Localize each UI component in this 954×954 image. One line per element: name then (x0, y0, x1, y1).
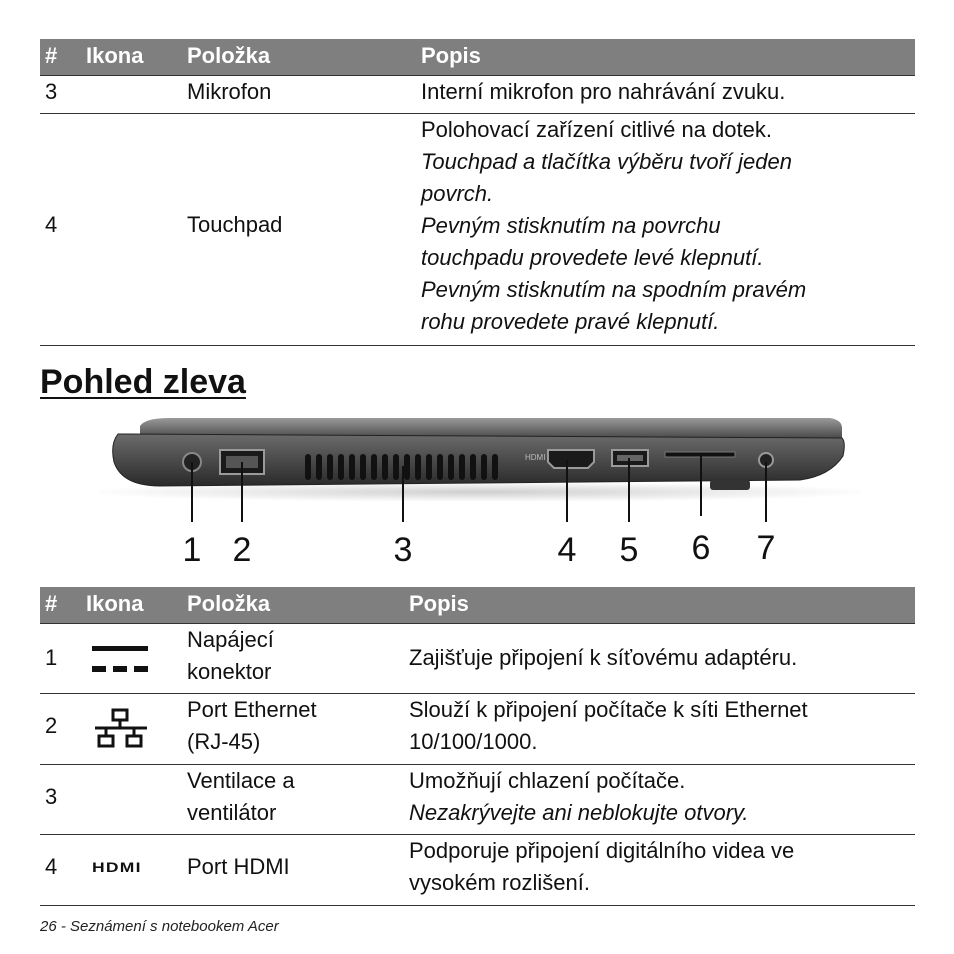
row-item (187, 765, 295, 829)
col-icon: Ikona (86, 43, 144, 68)
page-footer: 26 - Seznámení s notebookem Acer (40, 918, 279, 935)
ethernet-icon (93, 708, 149, 752)
row-desc: Zajišťuje připojení k síťovému adaptéru. (409, 645, 798, 670)
row-desc: Interní mikrofon pro nahrávání zvuku. (421, 79, 786, 104)
item-line: konektor (187, 659, 272, 684)
row-num: 2 (45, 713, 58, 738)
row-num: 4 (45, 854, 58, 879)
desc-line: Slouží k připojení počítače k síti Ethernet (409, 697, 808, 722)
desc-line: Podporuje připojení digitálního videa ve (409, 838, 795, 863)
row-desc (409, 765, 749, 829)
top-table-header (40, 39, 915, 76)
top-table (40, 39, 915, 346)
port-number-3: 3 (393, 531, 413, 569)
row-num: 4 (45, 212, 58, 237)
item-line: Napájecí (187, 627, 274, 652)
item-line: Ventilace a (187, 768, 295, 793)
port-number-5: 5 (619, 531, 639, 569)
laptop-foot (710, 480, 750, 490)
col-item: Položka (187, 591, 271, 616)
row-item: Port HDMI (187, 854, 290, 879)
col-item: Položka (187, 43, 271, 68)
row-num: 3 (45, 784, 58, 809)
section-title: Pohled zleva (40, 363, 246, 401)
table-row (40, 835, 915, 906)
desc-line: Pevným stisknutím na povrchu (421, 213, 721, 238)
desc-line: Polohovací zařízení citlivé na dotek. (421, 117, 772, 142)
desc-line: Touchpad a tlačítka výběru tvoří jeden (421, 149, 792, 174)
row-item: Touchpad (187, 212, 283, 237)
table-row (40, 624, 915, 694)
desc-line: rohu provedete pravé klepnutí. (421, 309, 720, 334)
port-number-4: 4 (557, 531, 577, 569)
desc-line: Pevným stisknutím na spodním pravém (421, 277, 807, 302)
col-num: # (45, 591, 58, 616)
row-num: 1 (45, 645, 58, 670)
col-desc: Popis (421, 43, 481, 68)
row-num: 3 (45, 79, 58, 104)
dc-power-icon (92, 644, 150, 674)
col-num: # (45, 43, 58, 68)
port-number-7: 7 (756, 529, 776, 567)
row-item (187, 624, 274, 688)
desc-line: 10/100/1000. (409, 729, 538, 754)
table-row (40, 694, 915, 765)
desc-line: touchpadu provedete levé klepnutí. (421, 245, 764, 270)
port-number-2: 2 (232, 531, 252, 569)
bottom-table-header (40, 587, 915, 624)
table-row (40, 114, 915, 346)
laptop-left-side-illustration (100, 412, 860, 572)
row-item (187, 694, 317, 758)
row-desc (421, 114, 806, 338)
col-desc: Popis (409, 591, 469, 616)
bottom-table (40, 587, 915, 906)
item-line: Port Ethernet (187, 697, 317, 722)
desc-line: Nezakrývejte ani neblokujte otvory. (409, 800, 749, 825)
hdmi-port (548, 450, 594, 468)
row-desc (409, 835, 794, 899)
port-number-1: 1 (182, 531, 202, 569)
hdmi-port-label: HDMI (525, 453, 546, 462)
desc-line: Umožňují chlazení počítače. (409, 768, 686, 793)
item-line: (RJ-45) (187, 729, 261, 754)
port-number-6: 6 (691, 529, 711, 567)
row-desc (409, 694, 808, 758)
desc-line: povrch. (421, 181, 494, 206)
row-item: Mikrofon (187, 79, 272, 104)
item-line: ventilátor (187, 800, 277, 825)
table-row (40, 765, 915, 835)
table-row (40, 76, 915, 114)
hdmi-icon: HDMI (92, 859, 142, 875)
desc-line: vysokém rozlišení. (409, 870, 590, 895)
col-icon: Ikona (86, 591, 144, 616)
